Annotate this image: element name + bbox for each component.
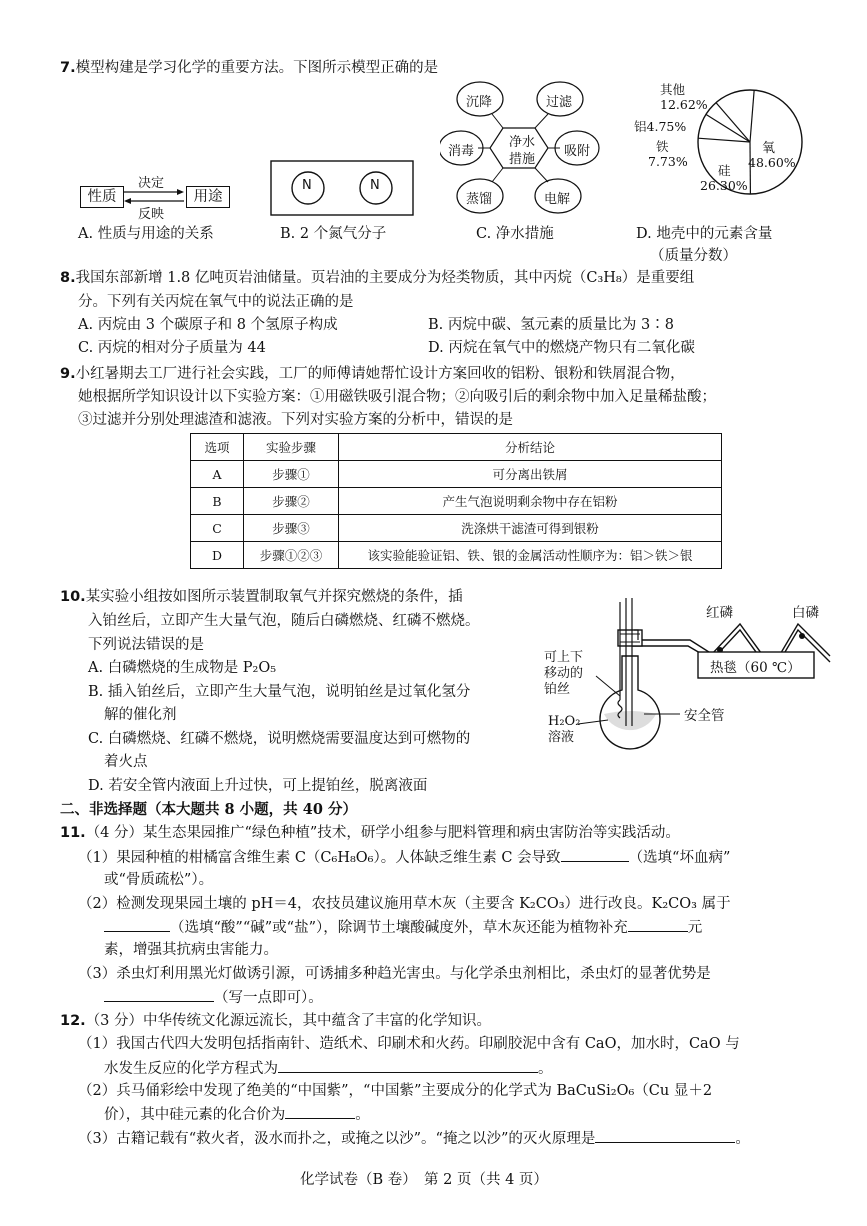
q10-option-b-1: B. 插入铂丝后，立即产生大量气泡，说明铂丝是过氧化氢分 — [88, 684, 471, 700]
page-footer: 化学试卷（B 卷） 第 2 页（共 4 页） — [300, 1172, 548, 1188]
q9-header-option: 选项 — [191, 434, 244, 461]
q10-label-red-p: 红磷 — [706, 605, 733, 621]
q7c-caption: C. 净水措施 — [476, 226, 554, 242]
section-2-heading: 二、非选择题（本大题共 8 小题，共 40 分） — [60, 801, 357, 818]
q10-apparatus — [540, 596, 840, 766]
q9-cell: 该实验能验证铝、铁、银的金属活动性顺序为：铝＞铁＞银 — [339, 542, 722, 569]
q7b-atom-1: N — [302, 178, 312, 193]
q7a-box-right: 用途 — [186, 186, 230, 208]
q7c-center-2: 措施 — [509, 152, 536, 167]
q10-option-c-2: 着火点 — [104, 754, 148, 770]
q8-option-d: D. 丙烷在氧气中的燃烧产物只有二氧化碳 — [428, 340, 695, 356]
q8-stem-1: 8.我国东部新增 1.8 亿吨页岩油储量。页岩油的主要成分为烃类物质，其中丙烷（C₃H₈）是重要组 — [60, 270, 695, 286]
q7c-node-3: 电解 — [544, 192, 571, 207]
q10-label-solution: H₂O₂ 溶液 — [548, 714, 581, 745]
q7d-pct-other: 12.62% — [660, 97, 708, 112]
q8-option-a: A. 丙烷由 3 个碳原子和 8 个氢原子构成 — [78, 317, 338, 333]
q7a-caption: A. 性质与用途的关系 — [78, 226, 214, 242]
q9-cell: 步骤② — [244, 488, 339, 515]
q9-cell: 步骤①②③ — [244, 542, 339, 569]
q7a-box-left: 性质 — [80, 186, 124, 208]
q10-option-b-2: 解的催化剂 — [104, 707, 177, 723]
q9-cell: B — [191, 488, 244, 515]
q7-stem: 7.模型构建是学习化学的重要方法。下图所示模型正确的是 — [60, 60, 439, 76]
q12-blank-2[interactable] — [285, 1104, 355, 1119]
q11-blank-3[interactable] — [628, 917, 688, 932]
q11-part-1-line-1: （1）果园种植的柑橘富含维生素 C（C₆H₈O₆）。人体缺乏维生素 C 会导致 （选填“坏血病” — [78, 847, 730, 868]
q11-part-2-line-2: （选填“酸”“碱”或“盐”），除调节土壤酸碱度外，草木灰还能为植物补充 元 — [104, 917, 702, 938]
q11-part-3-line-2: （写一点即可）。 — [104, 987, 323, 1008]
q9-table-header — [191, 434, 722, 461]
q7c-center-1: 净水 — [509, 135, 536, 150]
q9-stem-2: 她根据所学知识设计以下实验方案：①用磁铁吸引混合物；②向吸引后的剩余物中加入足量稀盐酸； — [78, 389, 716, 405]
q12-part-2-line-1: （2）兵马俑彩绘中发现了绝美的“中国紫”，“中国紫”主要成分的化学式为 BaCuSi₂O₆（Cu 显＋2 — [78, 1083, 713, 1099]
q9-table — [190, 433, 722, 569]
q10-stem-2: 入铂丝后，立即产生大量气泡，随后白磷燃烧、红磷不燃烧。 — [88, 613, 480, 629]
q7a-arrows — [122, 186, 186, 208]
q12-blank-3[interactable] — [595, 1128, 735, 1143]
q10-label-blanket: 热毯（60 ℃） — [710, 660, 801, 676]
q12-part-2-line-2: 价），其中硅元素的化合价为 。 — [104, 1104, 370, 1125]
q11-stem: 11.（4 分）某生态果园推广“绿色种植”技术，研学小组参与肥料管理和病虫害防治等实践活动。 — [60, 825, 680, 841]
q7d-caption-1: D. 地壳中的元素含量 — [636, 226, 773, 242]
q7d-pct-si: 26.30% — [700, 178, 748, 193]
q8-option-b: B. 丙烷中碳、氢元素的质量比为 3∶8 — [428, 317, 674, 333]
q7d-label-si: 硅 — [718, 163, 731, 178]
q10-stem-3: 下列说法错误的是 — [88, 637, 204, 653]
q9-cell: 步骤③ — [244, 515, 339, 542]
q7c-node-1: 过滤 — [546, 95, 573, 110]
q7c-node-0: 沉降 — [466, 95, 493, 110]
table-row — [191, 515, 722, 542]
q11-blank-4[interactable] — [104, 987, 214, 1002]
q12-part-1-line-2: 水发生反应的化学方程式为 。 — [104, 1058, 553, 1079]
q7d-pct-o: 48.60% — [748, 155, 796, 170]
q11-part-2-line-3: 素，增强其抗病虫害能力。 — [104, 942, 278, 958]
q11-part-3-line-1: （3）杀虫灯利用黑光灯做诱引源，可诱捕多种趋光害虫。与化学杀虫剂相比，杀虫灯的显著优势是 — [78, 966, 711, 982]
q7c-node-4: 蒸馏 — [466, 192, 493, 207]
table-row — [191, 542, 722, 569]
q10-label-white-p: 白磷 — [792, 605, 819, 621]
q9-cell: C — [191, 515, 244, 542]
q10-option-d: D. 若安全管内液面上升过快，可上提铂丝，脱离液面 — [88, 778, 428, 794]
table-row — [191, 488, 722, 515]
q9-cell: 步骤① — [244, 461, 339, 488]
q9-cell: 产生气泡说明剩余物中存在铝粉 — [339, 488, 722, 515]
q11-blank-1[interactable] — [561, 847, 629, 862]
q11-blank-2[interactable] — [104, 917, 170, 932]
q7d-caption-2: （质量分数） — [650, 248, 737, 264]
q7a-bottom-label: 反映 — [138, 207, 165, 222]
q7b-caption: B. 2 个氮气分子 — [280, 226, 387, 242]
q7d-pct-fe: 7.73% — [648, 154, 688, 169]
q10-option-a: A. 白磷燃烧的生成物是 P₂O₅ — [88, 660, 277, 676]
q7c-node-2: 吸附 — [564, 144, 591, 159]
q10-stem-1: 10.某实验小组按如图所示装置制取氧气并探究燃烧的条件，插 — [60, 589, 463, 605]
q10-label-safety-tube: 安全管 — [684, 708, 725, 724]
q8-stem-2: 分。下列有关丙烷在氧气中的说法正确的是 — [78, 294, 354, 310]
q12-part-3-line-1: （3）古籍记载有“救火者，汲水而扑之，或掩之以沙”。“掩之以沙”的灭火原理是 。 — [78, 1128, 750, 1149]
q9-cell: A — [191, 461, 244, 488]
q9-stem-1: 9.小红暑期去工厂进行社会实践，工厂的师傅请她帮忙设计方案回收的铝粉、银粉和铁屑混合物， — [60, 366, 685, 382]
q11-part-2-line-1: （2）检测发现果园土壤的 pH＝4，农技员建议施用草木灰（主要含 K₂CO₃）进行改良。K₂CO₃ 属于 — [78, 896, 731, 912]
q8-option-c: C. 丙烷的相对分子质量为 44 — [78, 340, 266, 356]
q9-header-conclusion: 分析结论 — [339, 434, 722, 461]
q9-cell: 可分离出铁屑 — [339, 461, 722, 488]
q10-option-c-1: C. 白磷燃烧、红磷不燃烧，说明燃烧需要温度达到可燃物的 — [88, 731, 471, 747]
q12-part-1-line-1: （1）我国古代四大发明包括指南针、造纸术、印刷术和火药。印刷胶泥中含有 CaO，加水时，CaO 与 — [78, 1036, 740, 1052]
q7c-node-5: 消毒 — [448, 144, 475, 159]
q11-part-1-line-2: 或“骨质疏松”）。 — [104, 872, 214, 888]
q12-blank-1[interactable] — [278, 1058, 538, 1073]
q9-cell: 洗涤烘干滤渣可得到银粉 — [339, 515, 722, 542]
q7d-label-other: 其他 — [660, 82, 686, 97]
q9-header-step: 实验步骤 — [244, 434, 339, 461]
q7d-label-al: 铝4.75% — [634, 119, 687, 134]
q7d-label-fe: 铁 — [656, 139, 669, 154]
q12-stem: 12.（3 分）中华传统文化源远流长，其中蕴含了丰富的化学知识。 — [60, 1013, 492, 1029]
q7d-label-o: 氧 — [762, 141, 776, 156]
q9-cell: D — [191, 542, 244, 569]
q7a-top-label: 决定 — [138, 176, 165, 191]
q7b-molecules — [270, 160, 414, 216]
q10-label-wire: 可上下 移动的 铂丝 — [544, 650, 584, 697]
table-row — [191, 461, 722, 488]
q9-stem-3: ③过滤并分别处理滤渣和滤液。下列对实验方案的分析中，错误的是 — [78, 412, 513, 428]
q7b-atom-2: N — [370, 178, 380, 193]
